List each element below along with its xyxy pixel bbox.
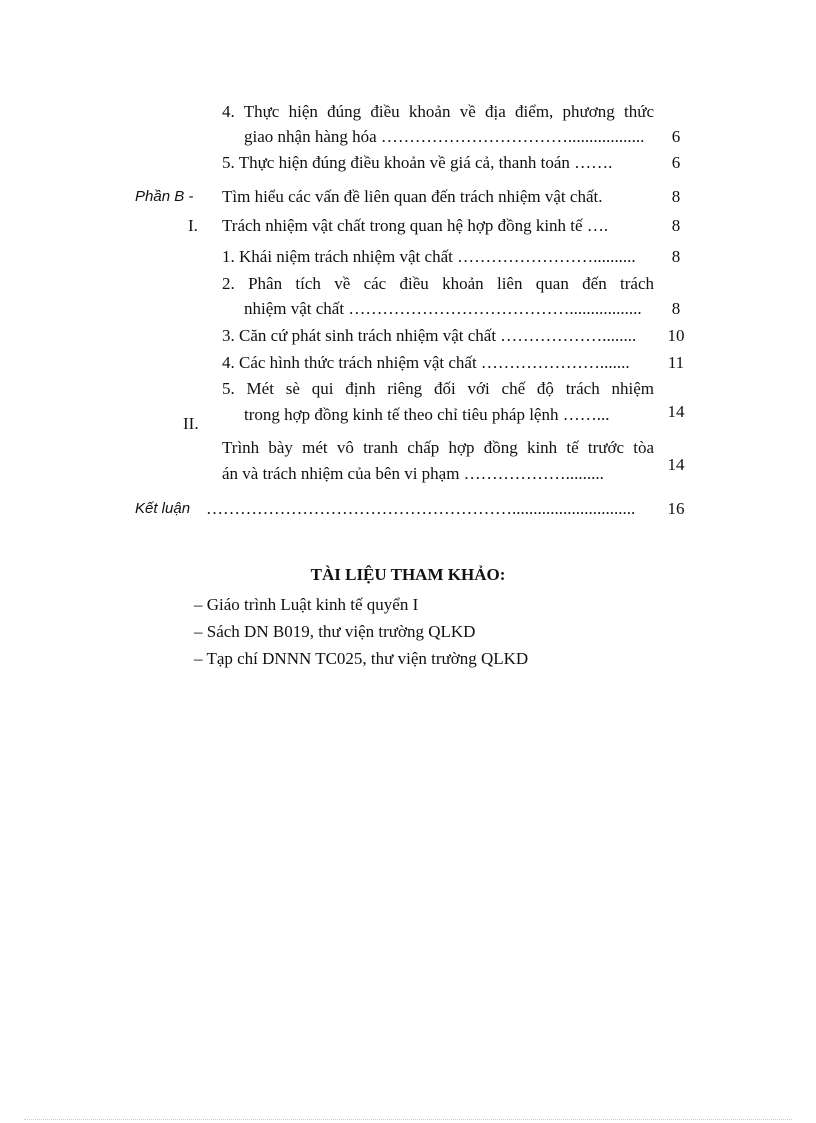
- toc-item-b2-page: 8: [671, 299, 681, 318]
- reference-item: – Tạp chí DNNN TC025, thư viện trường QLKD: [194, 649, 529, 668]
- conclusion-page: 16: [667, 499, 685, 518]
- section-2-page: 14: [667, 455, 685, 474]
- part-b-title: Tìm hiểu các vấn đề liên quan đến trách nhiệm vật chất.: [222, 187, 603, 206]
- section-2-line-1: Trình bày mét vô tranh chấp hợp đồng kinh tế trước tòa: [222, 438, 654, 457]
- toc-item-b2-line-2: nhiệm vật chất ………………………………….................: [244, 299, 642, 318]
- section-1-title: Trách nhiệm vật chất trong quan hệ hợp đồng kinh tế ….: [222, 216, 609, 235]
- section-1-page: 8: [671, 216, 681, 235]
- toc-item-b3: 3. Căn cứ phát sinh trách nhiệm vật chất ………………........: [222, 326, 637, 345]
- reference-item: – Giáo trình Luật kinh tế quyển I: [194, 595, 419, 614]
- part-b-page: 8: [671, 187, 681, 206]
- toc-item-b5-line-1: 5. Mét sè qui định riêng đối với chế độ trách nhiệm: [222, 379, 654, 398]
- page-bottom-divider: [24, 1119, 792, 1120]
- toc-item-5: 5. Thực hiện đúng điều khoản về giá cả, thanh toán …….: [222, 153, 613, 172]
- conclusion-dots: ……………………………………………….............................: [206, 499, 636, 518]
- toc-item-b1-page: 8: [671, 247, 681, 266]
- section-2-label: II.: [183, 414, 199, 433]
- section-1-label: I.: [188, 216, 198, 235]
- toc-item-b4-page: 11: [667, 353, 685, 372]
- conclusion-label: Kết luận: [135, 500, 191, 517]
- reference-item: – Sách DN B019, thư viện trường QLKD: [194, 622, 476, 641]
- toc-item-4-line-1: 4. Thực hiện đúng điều khoản về địa điểm, phương thức: [222, 102, 654, 121]
- toc-item-b5-page: 14: [667, 402, 685, 421]
- references-title: TÀI LIỆU THAM KHẢO:: [310, 565, 506, 584]
- toc-item-b3-page: 10: [667, 326, 685, 345]
- toc-item-5-page: 6: [671, 153, 681, 172]
- toc-item-b4: 4. Các hình thức trách nhiệm vật chất ………………….......: [222, 353, 630, 372]
- toc-item-b1: 1. Khái niệm trách nhiệm vật chất ……………………..........: [222, 247, 636, 266]
- section-2-line-2: án và trách nhiệm của bên vi phạm ……………….........: [222, 464, 604, 483]
- toc-item-b5-line-2: trong hợp đồng kinh tế theo chỉ tiêu pháp lệnh ……...: [244, 405, 610, 424]
- toc-item-4-page: 6: [671, 127, 681, 146]
- part-b-label: Phần B -: [135, 188, 194, 205]
- toc-item-b2-line-1: 2. Phân tích về các điều khoản liên quan đến trách: [222, 274, 654, 293]
- toc-item-4-line-2: giao nhận hàng hóa ……………………………..................: [244, 127, 645, 146]
